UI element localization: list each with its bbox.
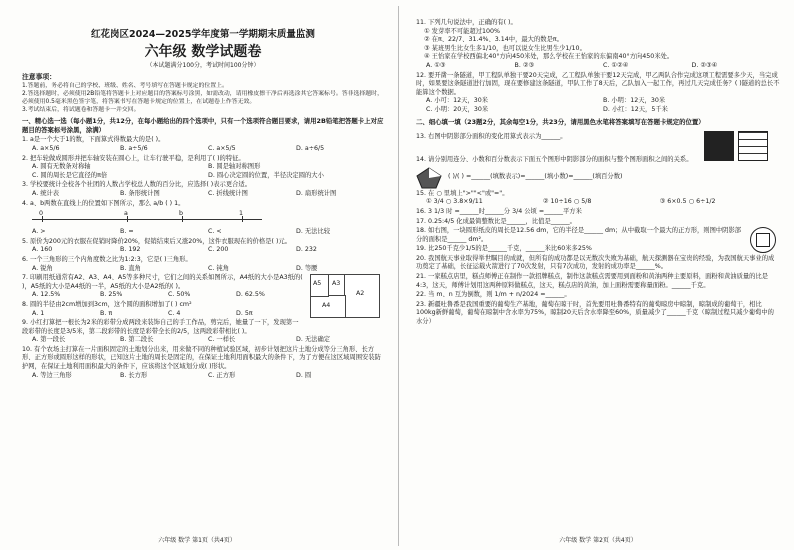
option: A. 等边三角形 [32, 371, 72, 379]
question-6: 6. 一个三角形的三个内角度数之比为1:2:3，它是( )三角形。 [22, 255, 192, 263]
option: B. ②③ [514, 61, 535, 69]
note-2: 2.答选择题时，必须使用2B铅笔将答题卡上对应题目的答案标号涂黑，如需改动，请用橡皮擦干净后再选涂其它答案标号。答非选择题时，必须使用0.5毫米黑色签字笔，将答案书写在答题卡规定的位置上，在试题卷上作答无效。 [22, 90, 383, 105]
question-8-options [22, 310, 304, 319]
question-2: 2. 把车轮做成圆形并把车轴安装在圆心上，让车行驶平稳，是利用了( )的特征。 [22, 154, 245, 162]
question-14-fill: ( )/( ) =______(填数表示)=______(填小数)=______(填百分数) [448, 173, 623, 181]
option: B. a÷5/6 [120, 145, 148, 152]
number-line [32, 219, 262, 220]
statement: ① 发芽率不可能超过100% [424, 27, 501, 35]
inner-square [756, 233, 770, 247]
option: A. ①③ [426, 61, 446, 69]
box-label: A5 [313, 280, 322, 288]
option: C. 200 [208, 246, 229, 254]
option: B. = [120, 228, 134, 236]
statement: ③ 某班男生比女生多1/10，也可以说女生比男生少1/10。 [424, 44, 586, 52]
option: C. 4 [168, 309, 181, 317]
question-7: 7. 印刷用纸通常有A2、A3、A4、A5等多种尺寸，它们之间的关系如图所示，A4纸的大小是A3纸的( )，A5纸的大小是A4纸的一半，A5纸的大小是A2纸的( )。 [22, 274, 303, 290]
compare-item: ② 10÷16 ○ 5/8 [542, 198, 592, 206]
section2-title: 二、细心填一填（23题2分，其余每空1分，共23分，请用黑色水笔将答案填写在答题卡规定的位置） [416, 117, 705, 126]
option: A. 小可：12天，30米 [426, 97, 489, 105]
option: D. a÷6/5 [296, 145, 325, 152]
question-16: 16. 3 1/3 时 =______时______分 3/4 公顷 =______平方米 [416, 207, 582, 215]
shaded-square [704, 131, 734, 161]
option: C. < [208, 228, 222, 236]
exam-title-line2: 六年级 数学试题卷 [144, 44, 262, 60]
option: D. 232 [296, 246, 317, 254]
option: A. a×5/6 [32, 145, 60, 152]
option: C. 折线统计图 [208, 189, 248, 197]
circle-figure [750, 227, 776, 253]
option: A. 锐角 [32, 264, 53, 272]
page-right [402, 0, 794, 550]
option: B. 长方形 [120, 371, 148, 379]
pentagon-figure [416, 167, 442, 189]
question-1-options [22, 145, 384, 154]
option: B. 192 [120, 246, 141, 254]
question-20: 20. 我国航天事业取得举世瞩目的成就，但所有的成功都是以无数次失败为基础，航天探测器在宝贵的经验，为我国航天事业的成功奠定了基础，长征运载火箭进行了70次发射，只有7次成功，发射的成功率是______%。 [416, 254, 775, 271]
number-line-figure [32, 210, 262, 226]
option: A. 12.5% [32, 291, 61, 299]
question-15-items [416, 198, 780, 207]
tick-label: 0 [39, 210, 44, 218]
option: C. 圆的周长是它直径的π倍 [32, 171, 108, 179]
question-4: 4. a、b两数在直线上的位置如下图所示，那么 a/b ( ) 1。 [22, 199, 185, 207]
question-12-options [416, 97, 780, 114]
question-5: 5. 原价为200元的衣服在促销时降价20%，促销结束后又涨20%，这件衣服现在的价格是( )元。 [22, 237, 292, 245]
option: D. 62.5% [236, 291, 265, 299]
option: D. 等腰 [296, 264, 318, 272]
option: A. 1 [32, 309, 45, 317]
question-5-options [22, 246, 384, 255]
option: D. 扇形统计图 [296, 189, 337, 197]
exam-subtitle: （本试题满分100分，考试时间100分钟） [146, 62, 260, 69]
option: D. 5π [236, 309, 253, 317]
option: A. 圆有无数条对称轴 [32, 163, 91, 171]
note-1: 1.答题前，务必将自己的学校、班级、姓名、考号填写在答题卡规定的位置上。 [22, 82, 228, 89]
question-11: 11. 下列几句说法中，正确的有( )。 [416, 19, 517, 26]
option: C. 正方形 [208, 371, 236, 379]
question-3: 3. 学校要统计全校各个社团的人数占学校总人数的百分比，应选择( )表示更合适。 [22, 181, 252, 189]
compare-item: ① 3/4 ○ 3.8×9/11 [426, 198, 483, 206]
shading-figure [704, 131, 774, 161]
option: B. 小明：12天，30米 [603, 97, 666, 105]
question-8: 8. 圆的半径由2cm增加到3cm，这个圆的面积增加了( ) cm² [22, 300, 192, 308]
question-7-options [22, 291, 304, 300]
section1-title: 一、精心选一选（每小题1分，共12分，在每小题给出的四个选项中，只有一个选项符合题目要求，请用2B铅笔把答题卡上对应题目的答案标号涂黑，涂满） [22, 117, 384, 135]
option: C. 一样长 [208, 336, 236, 344]
option: D. 圆心决定圆的位置，半径决定圆的大小 [208, 171, 324, 179]
question-11-statements [416, 28, 780, 62]
question-18: 18. 如右图，一块圆形纸皮的周长是12.56 dm，它的半径是______ dm；从中截取一个最大的正方形，则图中阴影部分的面积是______ dm²。 [416, 227, 742, 243]
option: A. 统计表 [32, 189, 60, 197]
question-9-options [22, 336, 384, 345]
question-13: 13. 右图中阴影部分面积的变化用算式表示为______。 [416, 132, 567, 140]
question-12: 12. 要开凿一条隧道，甲工程队单独干要20天完成，乙工程队单独干要12天完成，甲乙两队合作完成这项工程需要多少天，当完成时，如果要这条隧道进行加固，现在要修建这条隧道，甲队工作了8天后，乙队加入一起工作，再过几天完成任务？( )隧道的总长不能算这个数据。 [416, 71, 780, 96]
option: D. 小红：12天，5千米 [603, 105, 668, 113]
option: C. 50% [168, 291, 191, 299]
question-14: 14. 请分别用连分、小数和百分数表示下面五个图形中阴影部分的面积与整个图形面积之间的关系。 [416, 156, 693, 164]
note-3: 3.考试结束后，将试题卷和答题卡一并交回。 [22, 107, 140, 114]
tick-label: 1 [239, 210, 244, 218]
option: A. 第一段长 [32, 336, 66, 344]
question-11-options [416, 62, 780, 71]
question-22: 22. 当 m、n 互为倒数，则 1/m + n/2024 =______。 [416, 291, 571, 299]
question-1: 1. a是一个大于1的数，下面算式得数最大的是( )。 [22, 136, 165, 144]
question-13-block [416, 133, 780, 142]
option: D. ②③④ [691, 61, 718, 69]
exam-title-line1: 红花岗区2024—2025学年度第一学期期末质量监测 [91, 29, 315, 40]
box-label: A2 [356, 290, 365, 298]
compare-item: ③ 6×0.5 ○ 6÷1/2 [659, 198, 716, 206]
question-17: 17. 0.25:4/5 化成最简整数比是______，比值是______。 [416, 217, 576, 225]
question-19: 19. 比250千克少1/5的是______千克，______米比60米多25% [416, 245, 592, 253]
option: B. 圆是轴对称图形 [208, 163, 261, 171]
tick-label: b [179, 210, 183, 218]
option: D. 无法确定 [296, 336, 331, 344]
option: C. 小明：20天，30米 [426, 105, 489, 113]
option: B. 直角 [120, 264, 141, 272]
question-9: 9. 小红打算把一根长为2米的彩带分成两段来装饰自己的手工作品，剪完后，她量了一下，发现第一段彩带的长度是3/5米，第二段彩带的长度是彩带全长的2/5，这两段彩带相比( )。 [22, 319, 299, 335]
grid-square [738, 131, 768, 161]
tick-label: a [124, 210, 128, 218]
option: D. 圆 [296, 371, 312, 379]
question-4-options [22, 228, 384, 237]
question-10-options [22, 372, 384, 381]
notes-title: 注意事项： [22, 73, 56, 81]
question-15: 15. 在 ○ 里填上">""<"或"="。 [416, 189, 509, 197]
box-label: A3 [332, 280, 341, 288]
option: A. 160 [32, 246, 53, 254]
page-footer-right: 六年级 数学 第2页（共4页） [559, 537, 637, 545]
option: B. π [100, 309, 113, 317]
statement: ② 在π、22/7、31.4%、3.14中，最大的数是π。 [424, 36, 563, 44]
question-21: 21. 一家糕点店里，糕点师傅正在制作一款招牌糕点，制作这款糕点需要用到面粉和黄油两种主要原料，面粉和黄油质量的比是4:3，这天，师傅计划用这两种原料做糕点，这天，糕点店的黄油，加上面粉需要称量面粉。______千克。 [416, 273, 769, 289]
option: A. > [32, 228, 46, 236]
option: C. ①②④ [603, 61, 629, 69]
box-label: A4 [322, 302, 331, 310]
page-left [0, 0, 394, 550]
question-3-options [22, 190, 384, 199]
option: B. 条形统计图 [120, 189, 160, 197]
option: C. 钝角 [208, 264, 229, 272]
option: B. 25% [100, 291, 123, 299]
page-footer-left: 六年级 数学 第1页（共4页） [158, 537, 236, 545]
statement: ④ 王怡家在学校西偏北40°方向450米处，那么学校在王怡家的东偏南40°方向450米处。 [424, 53, 674, 61]
option: D. 无法比较 [296, 228, 331, 236]
question-18-block [416, 227, 780, 244]
option: B. 第二段长 [120, 336, 154, 344]
question-2-options [22, 163, 384, 180]
option: C. a×5/5 [208, 145, 236, 152]
question-6-options [22, 265, 384, 274]
question-14-row [416, 167, 780, 189]
page-divider [398, 6, 399, 546]
paper-size-figure [310, 274, 380, 318]
question-10: 10. 有个农场主打算在一片面积固定的土地划分出来，用来做不同的种植试验区域，初步计划把这片土地分成等分三角形、长方形、正方形或圆形这样的形状，已知这片土地的周长是固定的，在保证土地利用面积最大的条件下，为了方便在这区域周围安装防护网，在保证土地利用面积最大的条件下，应该将这个区域划分成( )形状。 [22, 345, 381, 371]
question-23: 23. 新疆吐鲁番是我国重要的葡萄生产基地，葡萄在晾干时，首先要用吐鲁番特有的葡萄晾房中晾制，晾制成的葡萄干，相比100kg新鲜葡萄，葡萄在晾制中含水率为75%，晾制20天后含水率降至60%，质量减少了______千克（晾制过程只减少葡萄中的水分） [416, 300, 774, 326]
